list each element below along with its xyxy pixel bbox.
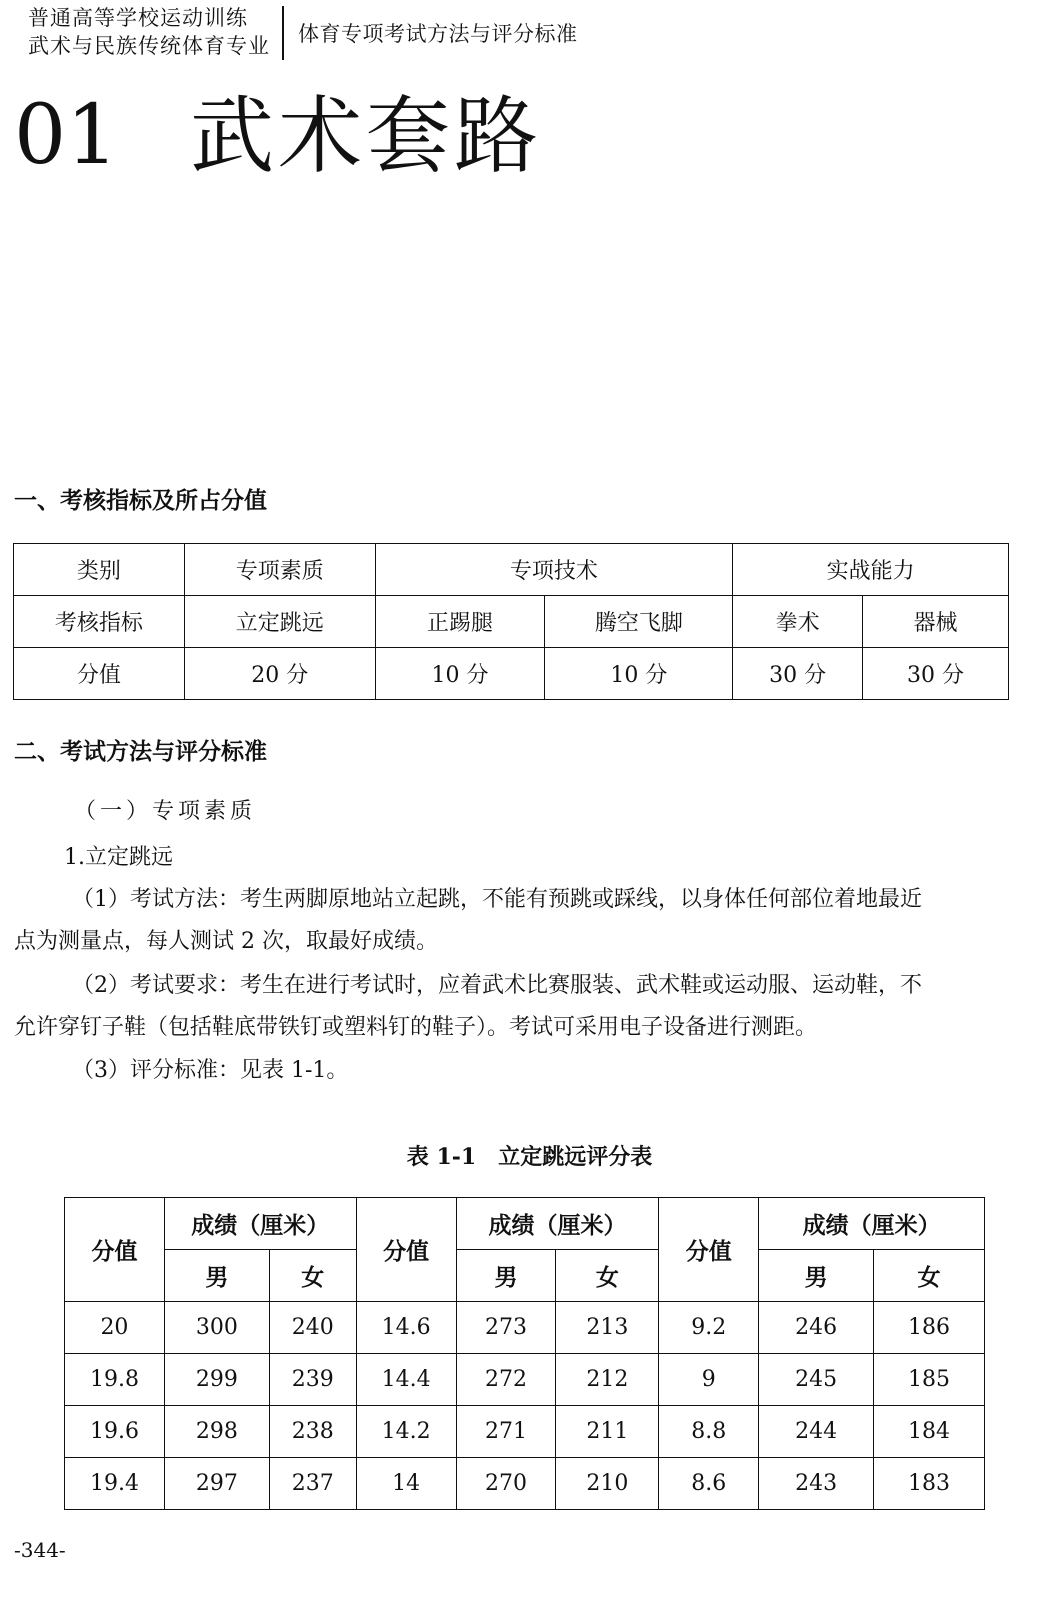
table-cell: 器械 — [863, 596, 1009, 648]
table-cell: 专项素质 — [184, 544, 375, 596]
table-cell: 246 — [759, 1302, 874, 1354]
table-cell: 19.4 — [65, 1458, 165, 1510]
result-header: 成绩（厘米） — [164, 1198, 356, 1250]
table-cell: 20 分 — [184, 648, 375, 700]
table-cell: 271 — [456, 1406, 556, 1458]
section2-heading: 二、考试方法与评分标准 — [14, 738, 267, 765]
table-cell: 实战能力 — [733, 544, 1009, 596]
table-cell: 297 — [164, 1458, 269, 1510]
subsection1-heading: （一）专项素质 — [74, 799, 257, 824]
paragraph-2a: （2）考试要求：考生在进行考试时，应着武术比赛服装、武术鞋或运动服、运动鞋，不 — [72, 973, 922, 998]
paragraph-1b: 点为测量点，每人测试 2 次，取最好成绩。 — [14, 929, 438, 954]
table-cell: 14.2 — [356, 1406, 456, 1458]
table-cell: 300 — [164, 1302, 269, 1354]
table-row — [65, 1302, 985, 1354]
male-header: 男 — [759, 1250, 874, 1302]
section1-heading: 一、考核指标及所占分值 — [14, 487, 267, 514]
table-cell: 8.6 — [659, 1458, 759, 1510]
table-cell: 专项技术 — [375, 544, 733, 596]
female-header: 女 — [874, 1250, 985, 1302]
table-cell: 183 — [874, 1458, 985, 1510]
table-row — [65, 1406, 985, 1458]
table-cell: 10 分 — [375, 648, 545, 700]
chapter-title: 武术套路 — [190, 87, 543, 185]
table-cell: 244 — [759, 1406, 874, 1458]
header-divider — [282, 6, 284, 60]
table-header-row — [65, 1198, 985, 1250]
table-cell: 腾空飞脚 — [545, 596, 733, 648]
table-row — [14, 596, 1009, 648]
table-cell: 212 — [556, 1354, 659, 1406]
table-cell: 考核指标 — [14, 596, 185, 648]
table-cell: 20 — [65, 1302, 165, 1354]
male-header: 男 — [164, 1250, 269, 1302]
table-cell: 210 — [556, 1458, 659, 1510]
table-header-row — [65, 1250, 985, 1302]
item1-title: 1.立定跳远 — [64, 845, 173, 870]
table-cell: 14 — [356, 1458, 456, 1510]
score-header: 分值 — [356, 1198, 456, 1302]
table-cell: 9 — [659, 1354, 759, 1406]
header-line-2: 武术与民族传统体育专业 — [28, 34, 270, 58]
page-number: -344- — [14, 1538, 66, 1562]
chapter-number: 01 — [14, 88, 119, 183]
table-cell: 240 — [269, 1302, 356, 1354]
result-header: 成绩（厘米） — [759, 1198, 985, 1250]
table-cell: 9.2 — [659, 1302, 759, 1354]
table-cell: 243 — [759, 1458, 874, 1510]
table-cell: 213 — [556, 1302, 659, 1354]
table-cell: 273 — [456, 1302, 556, 1354]
assessment-table — [13, 543, 1009, 700]
table-cell: 238 — [269, 1406, 356, 1458]
paragraph-3: （3）评分标准：见表 1-1。 — [72, 1058, 349, 1083]
result-header: 成绩（厘米） — [456, 1198, 659, 1250]
table-cell: 185 — [874, 1354, 985, 1406]
table-cell: 270 — [456, 1458, 556, 1510]
table-cell: 19.6 — [65, 1406, 165, 1458]
table-cell: 拳术 — [733, 596, 863, 648]
table-row — [65, 1458, 985, 1510]
table-cell: 10 分 — [545, 648, 733, 700]
jump-score-table — [64, 1197, 985, 1510]
table-cell: 立定跳远 — [184, 596, 375, 648]
table-cell: 30 分 — [863, 648, 1009, 700]
table-cell: 211 — [556, 1406, 659, 1458]
table-cell: 237 — [269, 1458, 356, 1510]
table-cell: 298 — [164, 1406, 269, 1458]
table-cell: 299 — [164, 1354, 269, 1406]
table-cell: 272 — [456, 1354, 556, 1406]
table-cell: 14.4 — [356, 1354, 456, 1406]
table-cell: 186 — [874, 1302, 985, 1354]
score-header: 分值 — [65, 1198, 165, 1302]
table-cell: 239 — [269, 1354, 356, 1406]
header-line-1: 普通高等学校运动训练 — [28, 6, 248, 30]
table-cell: 14.6 — [356, 1302, 456, 1354]
table-cell: 19.8 — [65, 1354, 165, 1406]
male-header: 男 — [456, 1250, 556, 1302]
table-row — [14, 544, 1009, 596]
table-cell: 30 分 — [733, 648, 863, 700]
score-header: 分值 — [659, 1198, 759, 1302]
table-row — [65, 1354, 985, 1406]
table-cell: 类别 — [14, 544, 185, 596]
table2-caption: 表 1-1 立定跳远评分表 — [406, 1144, 653, 1170]
header-right: 体育专项考试方法与评分标准 — [298, 22, 578, 46]
table-row — [14, 648, 1009, 700]
table-cell: 245 — [759, 1354, 874, 1406]
paragraph-2b: 允许穿钉子鞋（包括鞋底带铁钉或塑料钉的鞋子）。考试可采用电子设备进行测距。 — [14, 1015, 818, 1040]
table-cell: 正踢腿 — [375, 596, 545, 648]
female-header: 女 — [269, 1250, 356, 1302]
table-cell: 8.8 — [659, 1406, 759, 1458]
paragraph-1a: （1）考试方法：考生两脚原地站立起跳，不能有预跳或踩线，以身体任何部位着地最近 — [72, 887, 922, 912]
table-cell: 分值 — [14, 648, 185, 700]
table-cell: 184 — [874, 1406, 985, 1458]
female-header: 女 — [556, 1250, 659, 1302]
header-left — [28, 4, 270, 60]
